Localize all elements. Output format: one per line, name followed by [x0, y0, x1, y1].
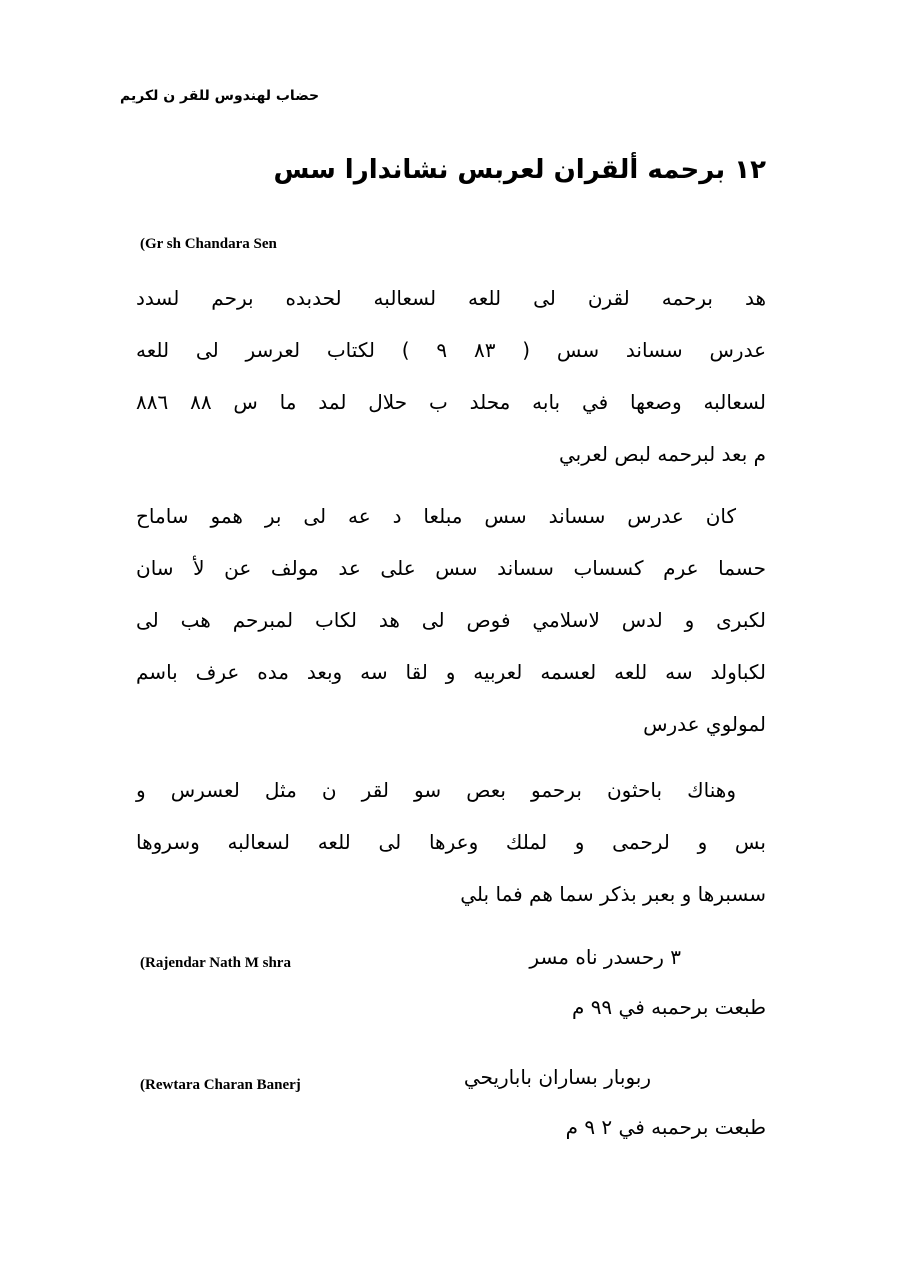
paragraph-line: لكباولد سه للعه لعسمه لعربيه و لقا سه وبعد مده عرف باسم — [136, 660, 766, 684]
paragraph-1 — [136, 272, 766, 480]
paragraph-line: لكبرى و لدس لاسلامي فوص لى هد لكاب لمبرحم هب لى — [136, 608, 766, 632]
person-latin-name: (Gr sh Chandara Sen — [140, 236, 277, 252]
entry-4-latin-name: (Rewtara Charan Banerj — [140, 1077, 301, 1093]
paragraph-line: عدرس سساند سس ( ٨٣ ٩ ) لكتاب لعرسر لى للعه — [136, 338, 767, 362]
paragraph-line: كان عدرس سساند سس مبلعا د عه لى بر همو ساماح — [136, 504, 736, 528]
section-title: ١٢ برحمه ألقران لعربس نشاندارا سس — [273, 155, 766, 185]
entry-3-arabic-name: ٣ رحسدر ناه مسر — [529, 945, 681, 969]
paragraph-line: سسبرها و بعبر بذكر سما هم فما بلي — [460, 882, 766, 906]
entry-3-latin-name: (Rajendar Nath M shra — [140, 955, 291, 971]
entry-4-publication: طبعت برحمبه في ٢ ٩ م — [565, 1115, 766, 1139]
paragraph-line: م بعد لبرحمه لبص لعربي — [559, 442, 766, 466]
paragraph-3 — [136, 764, 766, 920]
paragraph-line: لمولوي عدرس — [643, 712, 766, 736]
paragraph-line: لسعالبه وصعها في بابه محلد ب حلال لمد ما س ٨٨ ٨٨٦ — [136, 390, 766, 414]
paragraph-line: حسما عرم كسساب سساند سس على عد مولف عن لأ سان — [136, 556, 766, 580]
paragraph-line: وهناك باحثون برحمو بعص سو لقر ن مثل لعسرس و — [136, 778, 736, 802]
entry-3-publication: طبعت برحمبه في ٩٩ م — [571, 995, 766, 1019]
running-header: حضاب لهندوس للقر ن لكريم — [120, 88, 320, 104]
paragraph-line: هد برحمه لقرن لى للعه لسعالبه لحدبده برحم لسدد — [136, 286, 766, 310]
paragraph-2 — [136, 490, 766, 750]
paragraph-line: بس و لرحمى و لملك وعرها لى للعه لسعالبه وسروها — [136, 830, 766, 854]
entry-4-arabic-name: ربوبار بساران باباريحي — [463, 1065, 651, 1089]
